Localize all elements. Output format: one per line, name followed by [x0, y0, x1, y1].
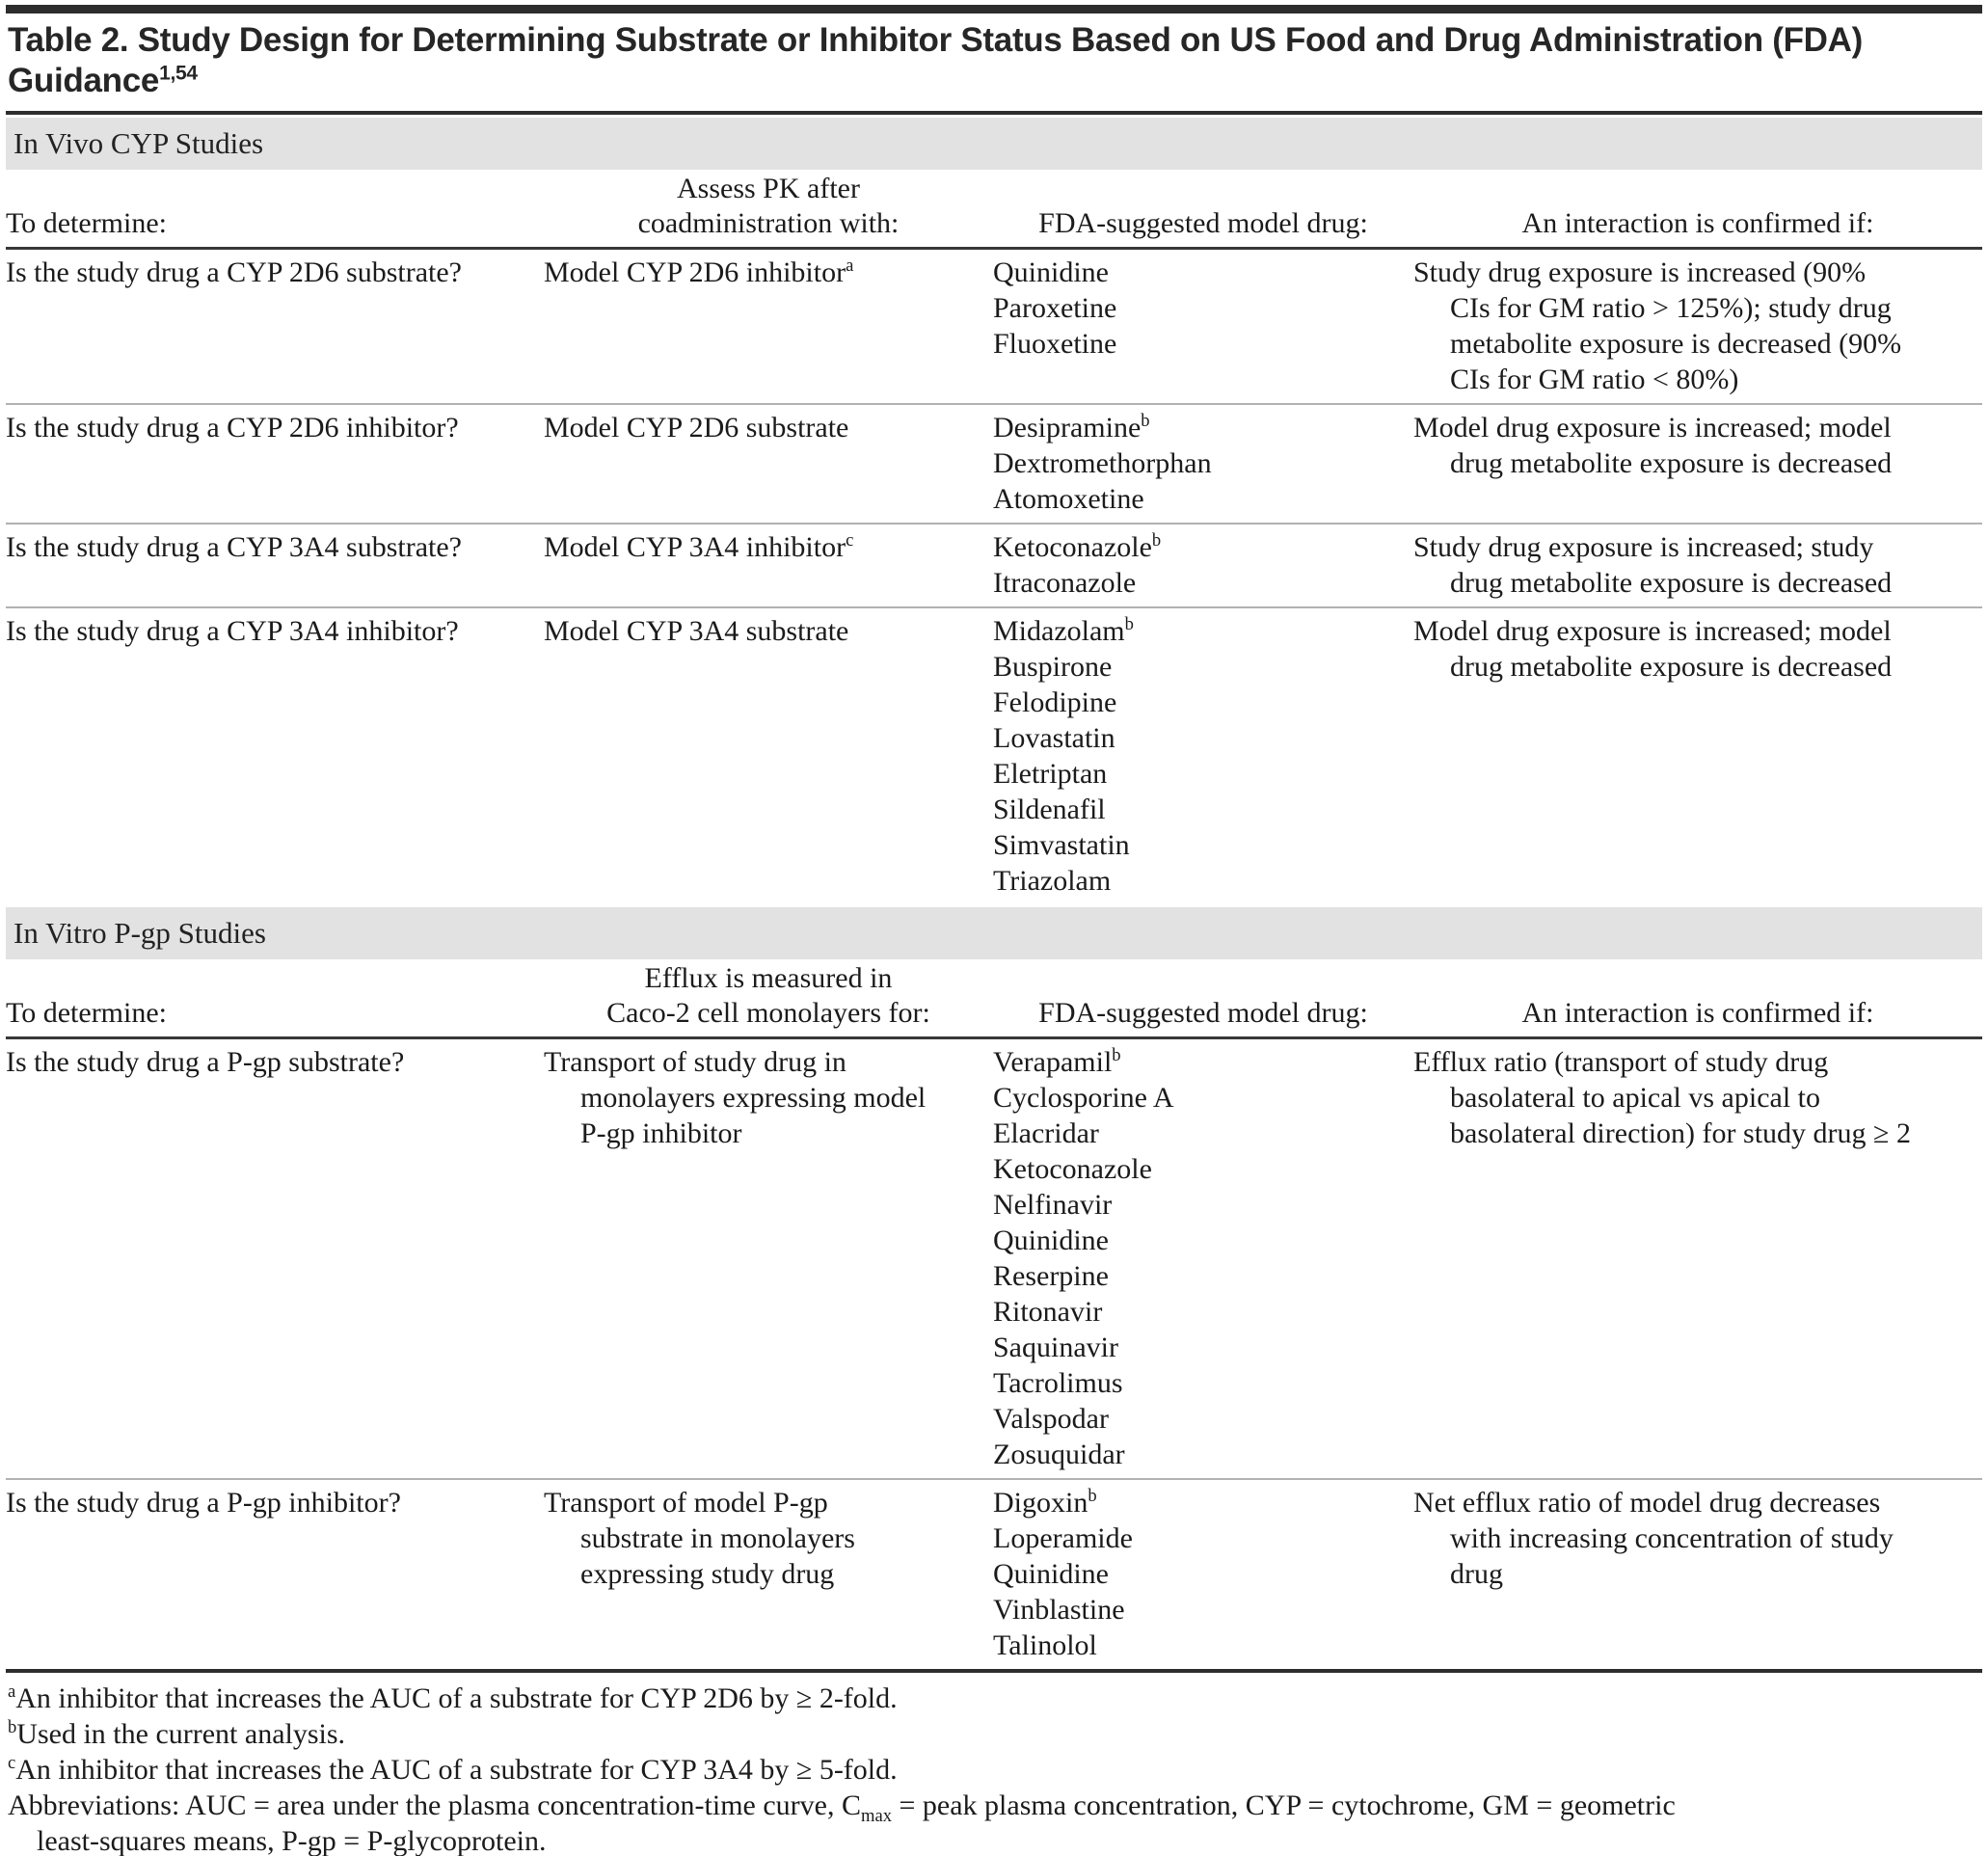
- footnote: $^b$Used in the current analysis.: [8, 1717, 346, 1751]
- footnote-marker: b: [1088, 1486, 1097, 1507]
- header-confirm: An interaction is confirmed if:: [1521, 207, 1874, 240]
- drug-list-item: Eletriptan: [993, 758, 1108, 791]
- footnote: $^c$An inhibitor that increases the AUC of a substrate for CYP 3A4 by ≥ 5-fold.: [8, 1753, 898, 1787]
- footnote-marker: b: [1124, 614, 1134, 635]
- drug-list-item: Nelfinavir: [993, 1189, 1113, 1222]
- confirmation-line: drug metabolite exposure is decreased: [1450, 447, 1893, 480]
- method-line: Model CYP 2D6 substrate: [544, 412, 849, 444]
- drug-list-item: Reserpine: [993, 1260, 1109, 1293]
- column-header-row: [6, 959, 1982, 1039]
- question-text: Is the study drug a P-gp inhibitor?: [6, 1487, 401, 1520]
- method-cell: [544, 410, 993, 517]
- drug-list-item: Quinidine: [993, 1558, 1109, 1591]
- drug-list-item: Quinidine: [993, 256, 1109, 289]
- drug-list-item: Vinblastine: [993, 1594, 1125, 1627]
- confirmation-line: metabolite exposure is decreased (90%: [1450, 328, 1902, 361]
- confirmation-line: basolateral direction) for study drug ≥ 2: [1450, 1117, 1911, 1150]
- drug-list-item: Atomoxetine: [993, 483, 1144, 516]
- top-rule: [6, 5, 1982, 13]
- confirmation-line: drug: [1450, 1558, 1503, 1591]
- table-row: [6, 1480, 1982, 1669]
- footnote-marker: c: [846, 530, 854, 551]
- confirmation-line: Model drug exposure is increased; model: [1413, 412, 1892, 444]
- column-header-row: [6, 170, 1982, 250]
- footnote-block: [0, 1673, 1988, 1856]
- method-line: Model CYP 2D6 inhibitor$^a$: [544, 256, 854, 289]
- footnote-marker: b: [8, 1717, 17, 1738]
- confirmation-cell: [1413, 613, 1982, 899]
- drug-list-item: Ritonavir: [993, 1296, 1103, 1329]
- drug-list-item: Dextromethorphan: [993, 447, 1212, 480]
- abbreviations-continuation: least-squares means, P-gp = P-glycoprotein.: [37, 1825, 547, 1856]
- confirmation-cell: [1413, 410, 1982, 517]
- drug-list-item: Fluoxetine: [993, 328, 1117, 361]
- footnote: $^a$An inhibitor that increases the AUC of a substrate for CYP 2D6 by ≥ 2-fold.: [8, 1681, 898, 1715]
- header-model-drug: FDA-suggested model drug:: [1038, 997, 1368, 1030]
- drug-list-item: Felodipine: [993, 686, 1117, 719]
- table-row: [6, 250, 1982, 405]
- method-line: Transport of study drug in: [544, 1046, 846, 1079]
- confirmation-cell: [1413, 1044, 1982, 1472]
- header-method-line: coadministration with:: [637, 207, 900, 240]
- drug-list-item: Talinolol: [993, 1629, 1097, 1662]
- drug-list-item: Loperamide: [993, 1522, 1133, 1555]
- method-line: P-gp inhibitor: [580, 1117, 742, 1150]
- drug-list-cell: [993, 529, 1413, 601]
- footnote-marker: b: [1151, 530, 1162, 551]
- drug-list-item: Verapamil$^b$: [993, 1045, 1121, 1079]
- drug-list-item: Zosuquidar: [993, 1439, 1125, 1471]
- drug-list-item: Ketoconazole$^b$: [993, 530, 1162, 564]
- drug-list-item: Saquinavir: [993, 1331, 1118, 1364]
- footnote-marker: c: [8, 1753, 16, 1774]
- drug-list-item: Tacrolimus: [993, 1367, 1123, 1400]
- confirmation-line: basolateral to apical vs apical to: [1450, 1082, 1821, 1115]
- drug-list-item: Cyclosporine A: [993, 1082, 1174, 1115]
- confirmation-line: Study drug exposure is increased; study: [1413, 531, 1874, 564]
- question-text: Is the study drug a P-gp substrate?: [6, 1046, 405, 1079]
- abbreviations-note: Abbreviations: AUC = area under the plasma concentration-time curve, $C_{max}$ = peak plasma concentration, CYP = cytochrome, GM = geometric: [8, 1789, 1676, 1827]
- method-cell: [544, 613, 993, 899]
- drug-list-item: Lovastatin: [993, 722, 1115, 755]
- question-cell: [6, 1044, 544, 1472]
- method-cell: [544, 1044, 993, 1472]
- table-row: [6, 405, 1982, 525]
- section-rows: [6, 250, 1982, 904]
- question-text: Is the study drug a CYP 2D6 inhibitor?: [6, 412, 459, 444]
- table-row: [6, 608, 1982, 904]
- method-cell: [544, 1485, 993, 1663]
- confirmation-line: CIs for GM ratio > 125%); study drug: [1450, 292, 1892, 325]
- question-cell: [6, 613, 544, 899]
- method-line: expressing study drug: [580, 1558, 835, 1591]
- table-title-text: Table 2. Study Design for Determining Substrate or Inhibitor Status Based on US Food and Drug Administration (FDA) Guidance: [8, 21, 1863, 99]
- method-line: substrate in monolayers: [580, 1522, 855, 1555]
- confirmation-line: Efflux ratio (transport of study drug: [1413, 1046, 1829, 1079]
- drug-list-item: Quinidine: [993, 1224, 1109, 1257]
- drug-list-item: Paroxetine: [993, 292, 1117, 325]
- confirmation-line: drug metabolite exposure is decreased: [1450, 567, 1893, 600]
- method-line: Model CYP 3A4 inhibitor$^c$: [544, 530, 854, 564]
- confirmation-line: Study drug exposure is increased (90%: [1413, 256, 1867, 289]
- header-model-drug: FDA-suggested model drug:: [1038, 207, 1368, 240]
- confirmation-line: drug metabolite exposure is decreased: [1450, 651, 1893, 684]
- question-text: Is the study drug a CYP 2D6 substrate?: [6, 256, 462, 289]
- table-title-reference: 1,54: [159, 62, 198, 85]
- header-method-line: Caco-2 cell monolayers for:: [606, 997, 930, 1030]
- header-method-line: Assess PK after: [677, 173, 860, 205]
- question-cell: [6, 1485, 544, 1663]
- confirmation-cell: [1413, 255, 1982, 397]
- drug-list-cell: [993, 255, 1413, 397]
- drug-list-item: Sildenafil: [993, 794, 1106, 826]
- question-text: Is the study drug a CYP 3A4 substrate?: [6, 531, 462, 564]
- header-confirm: An interaction is confirmed if:: [1521, 997, 1874, 1030]
- footnote-marker: b: [1112, 1045, 1121, 1066]
- drug-list-item: Simvastatin: [993, 829, 1130, 862]
- header-method: [544, 172, 993, 241]
- drug-list-item: Itraconazole: [993, 567, 1137, 600]
- question-text: Is the study drug a CYP 3A4 inhibitor?: [6, 615, 459, 648]
- drug-list-item: Elacridar: [993, 1117, 1099, 1150]
- question-cell: [6, 529, 544, 601]
- drug-list-item: Midazolam$^b$: [993, 614, 1134, 648]
- confirmation-line: with increasing concentration of study: [1450, 1522, 1894, 1555]
- table-row: [6, 1039, 1982, 1480]
- title-rule: [6, 111, 1982, 115]
- footnotes: [0, 1673, 1988, 1856]
- question-cell: [6, 410, 544, 517]
- drug-list-item: Valspodar: [993, 1403, 1109, 1436]
- table-row: [6, 525, 1982, 608]
- header-to-determine: To determine:: [6, 207, 168, 240]
- footnote-marker: a: [846, 256, 854, 277]
- confirmation-line: Net efflux ratio of model drug decreases: [1413, 1487, 1881, 1520]
- method-cell: [544, 529, 993, 601]
- method-line: Model CYP 3A4 substrate: [544, 615, 849, 648]
- drug-list-item: Triazolam: [993, 865, 1112, 898]
- confirmation-line: CIs for GM ratio < 80%): [1450, 363, 1739, 396]
- drug-list-cell: [993, 1485, 1413, 1663]
- method-line: Transport of model P-gp: [544, 1487, 828, 1520]
- header-method-line: Efflux is measured in: [644, 962, 893, 995]
- section-rows: [6, 1039, 1982, 1669]
- drug-list-cell: [993, 613, 1413, 899]
- header-to-determine: To determine:: [6, 997, 168, 1030]
- drug-list-item: Desipramine$^b$: [993, 411, 1150, 444]
- section-band: In Vitro P-gp Studies: [6, 907, 1982, 959]
- drug-list-item: Ketoconazole: [993, 1153, 1152, 1186]
- confirmation-cell: [1413, 529, 1982, 601]
- confirmation-cell: [1413, 1485, 1982, 1663]
- section-band: In Vivo CYP Studies: [6, 118, 1982, 170]
- subscript-max: max: [860, 1806, 892, 1827]
- drug-list-item: Digoxin$^b$: [993, 1486, 1097, 1520]
- method-line: monolayers expressing model: [580, 1082, 927, 1115]
- drug-list-cell: [993, 410, 1413, 517]
- question-cell: [6, 255, 544, 397]
- footnote-marker: b: [1141, 411, 1150, 432]
- drug-list-item: Buspirone: [993, 651, 1113, 684]
- method-cell: [544, 255, 993, 397]
- header-method: [544, 961, 993, 1031]
- footnote-marker: a: [8, 1681, 16, 1703]
- table-sections: [0, 118, 1988, 1673]
- drug-list-cell: [993, 1044, 1413, 1472]
- confirmation-line: Model drug exposure is increased; model: [1413, 615, 1892, 648]
- table-title: [0, 13, 1988, 111]
